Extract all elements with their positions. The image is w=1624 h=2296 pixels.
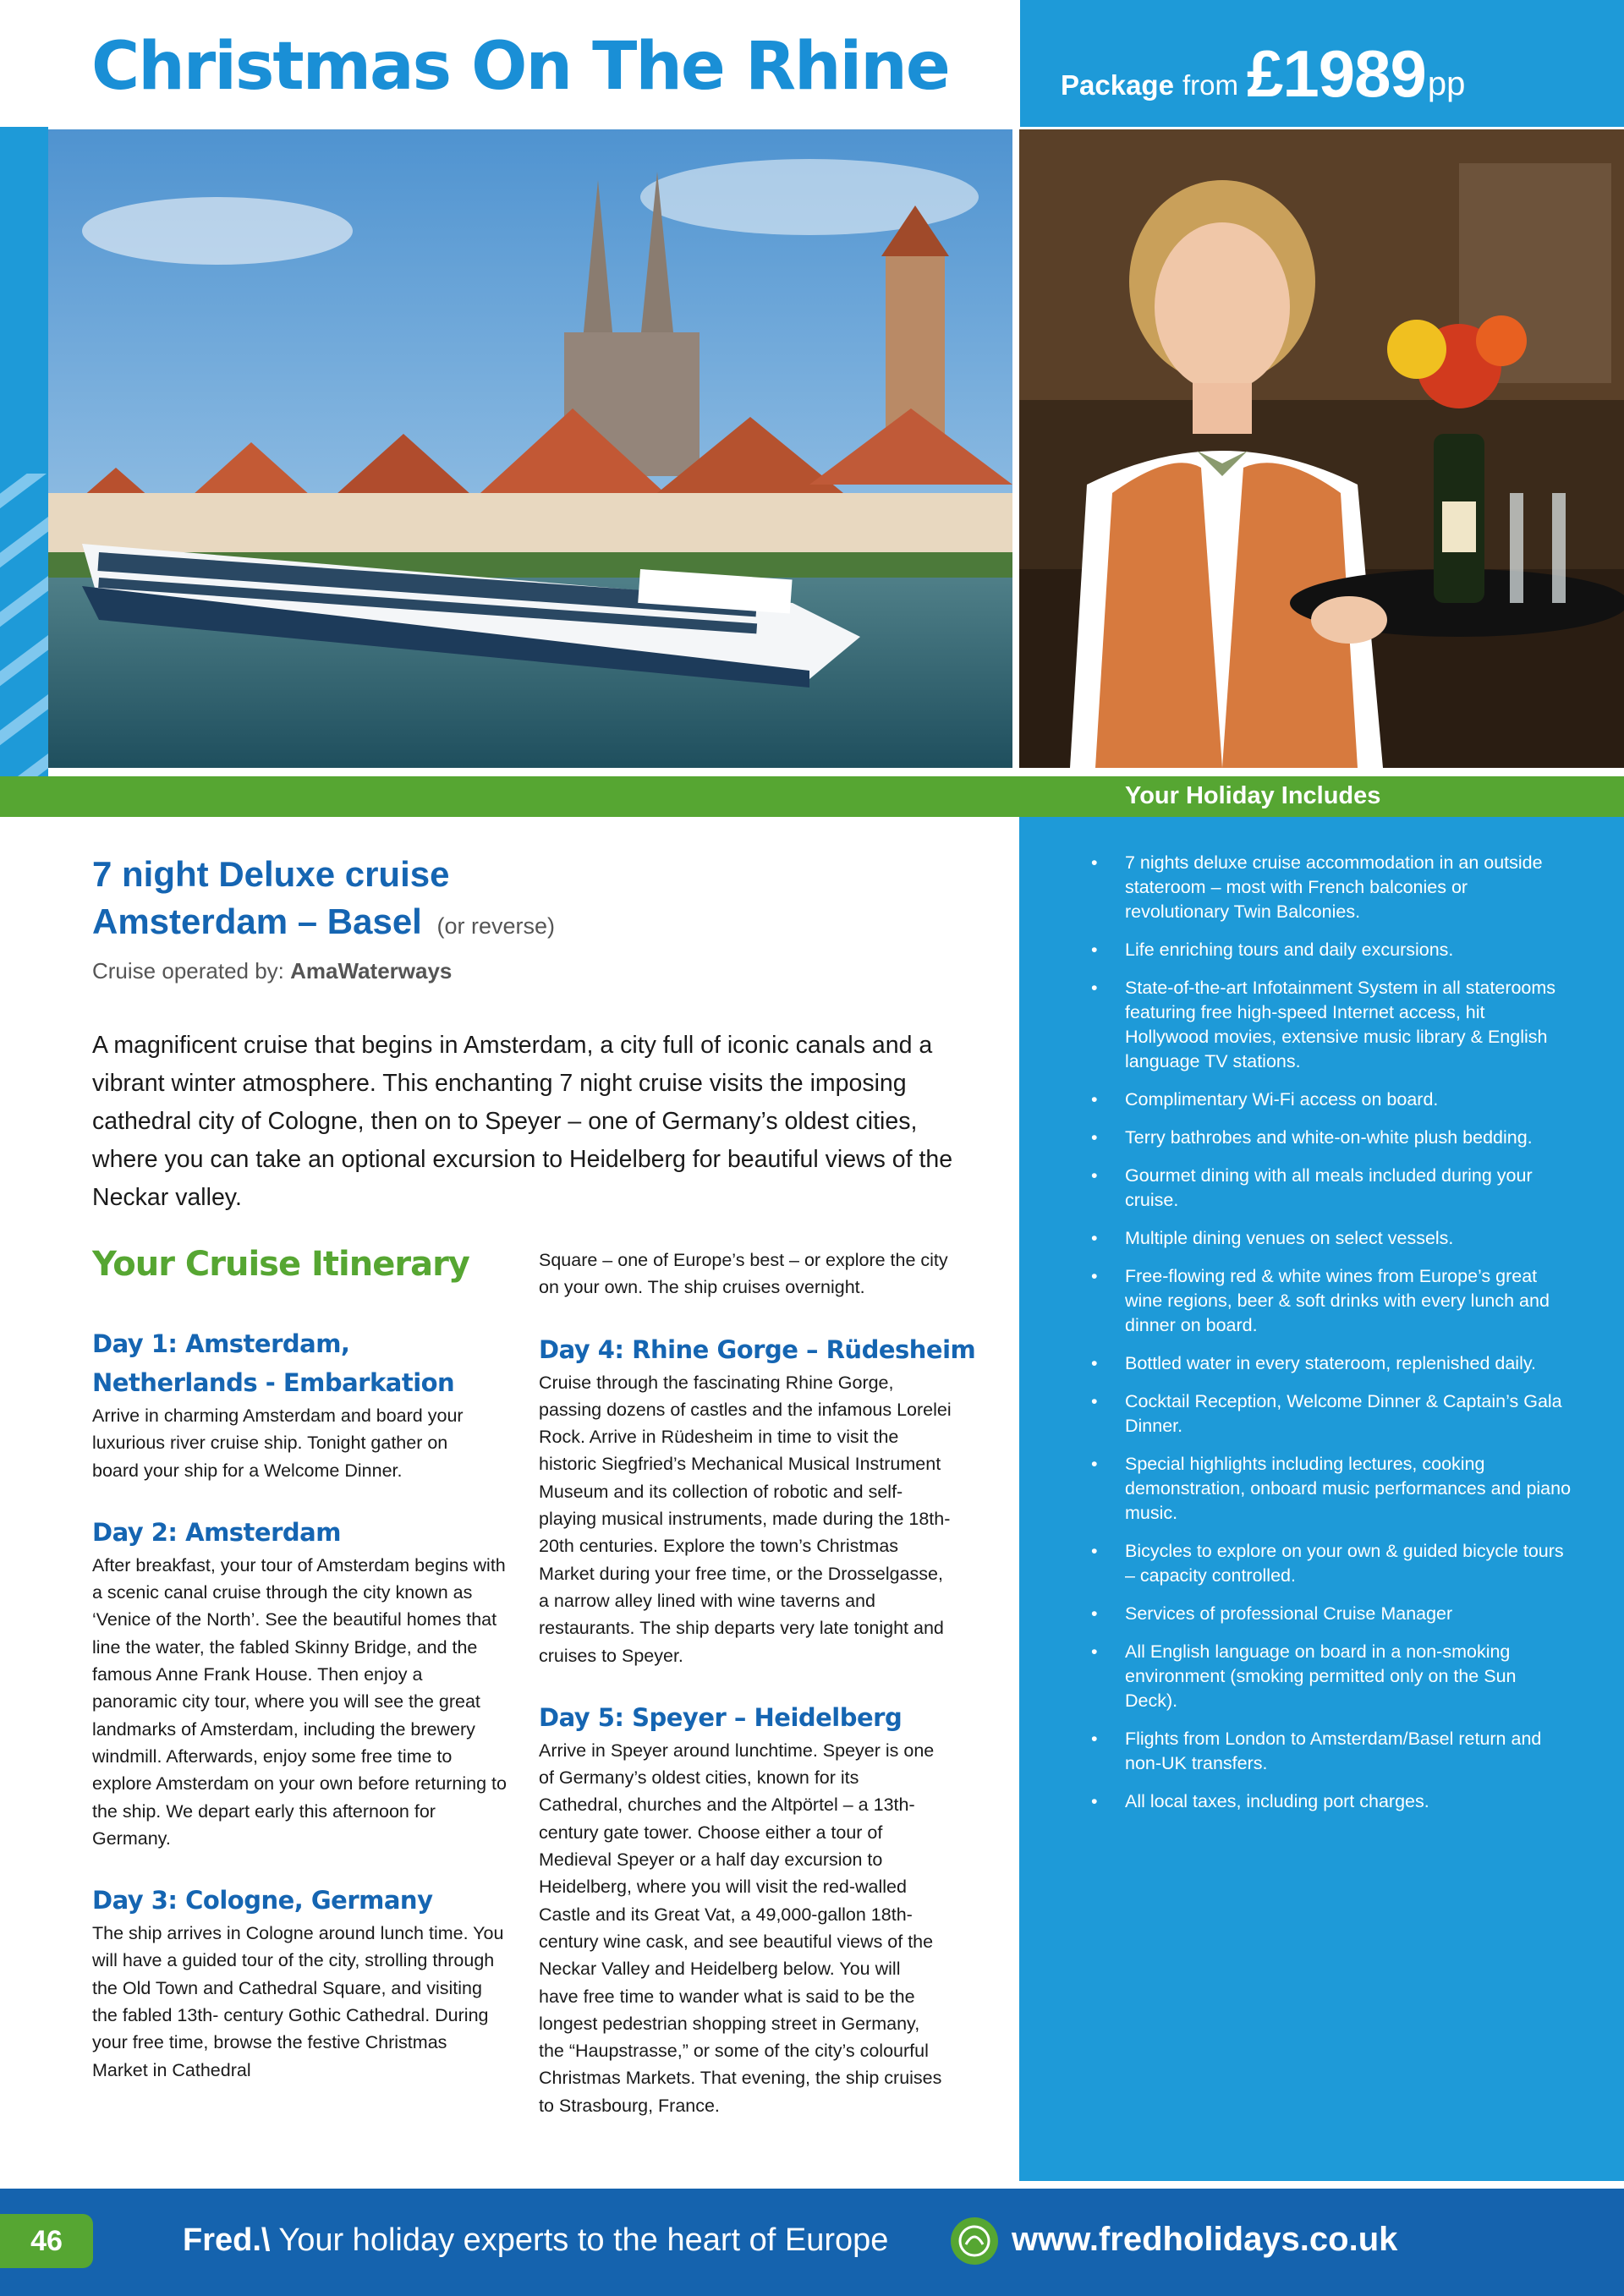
itinerary-column-left [92,1324,532,2112]
page-number: 46 [0,2214,93,2268]
includes-item: • Free-flowing red & white wines from Europe’s great wine regions, beer & soft drinks with every lunch and dinner on board. [1091,1264,1573,1338]
itinerary-column-right [539,1247,979,2148]
includes-item: • Gourmet dining with all meals included during your cruise. [1091,1164,1573,1213]
page-title: Christmas On The Rhine [91,29,949,105]
day-5-text: Arrive in Speyer around lunchtime. Speyer is one of Germany’s oldest cities, known for its Cathedral, churches and the Altpörtel – a 13th-century gate tower. Choose either a tour of Medieval Speyer or a half day excursion to Heidelberg, where you will visit the red-walled Castle and its Great Vat, a 49,000-gallon 18th-century wine cask, and see beautiful views of the Neckar Valley and Heidelberg below. You will have free time to wander what is said to be the longest pedestrian shopping street in Germany, the “Haupstrasse,” or some of the city’s colourful Christmas Markets. That evening, the ship cruises to Strasbourg, France. [539,1740,942,2116]
includes-item: • Life enriching tours and daily excursions. [1091,938,1573,962]
day-3-text: The ship arrives in Cologne around lunch time. You will have a guided tour of the city, strolling through the Old Town and Cathedral Square, and visiting the fabled 13th- century Gothic Cathedral. During your free time, browse the festive Christmas Market in Cathedral [92,1923,504,2080]
cruise-route: Amsterdam – Basel [92,901,422,941]
includes-item: • Bottled water in every stateroom, replenished daily. [1091,1351,1573,1376]
price-package-label: Package [1061,69,1174,101]
cruise-reverse-note: (or reverse) [436,913,556,939]
footer-tagline [183,2222,888,2259]
day-2-text: After breakfast, your tour of Amsterdam begins with a scenic canal cruise through the city known as ‘Venice of the North’. See the beautiful homes that line the water, the fabled Skinny Bridge, and the famous Anne Frank House. Then enjoy a panoramic city tour, where you will see the great landmarks of Amsterdam, including the brewery windmill. Afterwards, enjoy some free time to explore Amsterdam on your own before returning to the ship. We depart early this afternoon for Germany. [92,1554,507,1849]
operator-label: Cruise operated by: [92,958,284,984]
footer-tagline-text: Your holiday experts to the heart of Europe [278,2222,889,2258]
price-amount: £1989 [1246,36,1426,111]
price-box [1020,0,1624,127]
web-logo-icon [951,2217,998,2265]
includes-item: • Flights from London to Amsterdam/Basel return and non-UK transfers. [1091,1727,1573,1776]
includes-item: • State-of-the-art Infotainment System in all staterooms featuring free high-speed Internet access, hit Hollywood movies, extensive music library & English language TV stations. [1091,976,1573,1074]
includes-item: • Cocktail Reception, Welcome Dinner & Captain’s Gala Dinner. [1091,1389,1573,1438]
includes-item: • Complimentary Wi-Fi access on board. [1091,1088,1573,1112]
itinerary-title: Your Cruise Itinerary [92,1245,469,1284]
includes-item: • Bicycles to explore on your own & guided bicycle tours – capacity controlled. [1091,1539,1573,1588]
footer-brand: Fred.\ [183,2222,271,2258]
day-4-text: Cruise through the fascinating Rhine Gorge, passing dozens of castles and the infamous Lorelei Rock. Arrive in Rüdesheim in time to visit the historic Siegfried’s Mechanical Musical Instrument Museum and its collection of robotic and self-playing musical instruments, made during the 18th-20th centuries. Explore the town’s Christmas Market during your free time, or the Drosselgasse, a narrow alley lined with wine taverns and restaurants. The ship departs very late tonight and cruises to Speyer. [539,1372,952,1666]
includes-list [1091,851,1573,1827]
price-from-label: from [1182,69,1238,101]
includes-item: • Services of professional Cruise Manager [1091,1602,1573,1626]
includes-item: • Terry bathrobes and white-on-white plush bedding. [1091,1126,1573,1150]
includes-title: Your Holiday Includes [1125,782,1381,809]
day-4-heading: Day 4: Rhine Gorge – Rüdesheim [539,1334,976,1364]
price-suffix: pp [1427,65,1466,102]
includes-item: • 7 nights deluxe cruise accommodation in an outside stateroom – most with French balconies or revolutionary Twin Balconies. [1091,851,1573,924]
footer-website-link[interactable]: www.fredholidays.co.uk [1012,2221,1398,2258]
day-2-heading: Day 2: Amsterdam [92,1517,341,1547]
day-3-text-continued: Square – one of Europe’s best – or explore the city on your own. The ship cruises overnight. [539,1250,948,1298]
includes-item: • Multiple dining venues on select vessels. [1091,1226,1573,1251]
cruise-intro: A magnificent cruise that begins in Amsterdam, a city full of iconic canals and a vibrant winter atmosphere. This enchanting 7 night cruise visits the imposing cathedral city of Cologne, then on to Speyer – one of Germany’s oldest cities, where you can take an optional excursion to Heidelberg for beautiful views of the Neckar valley. [92,1032,953,1211]
operator-name: AmaWaterways [290,958,453,984]
cruise-title-line2 [92,901,555,942]
day-1-heading: Day 1: Amsterdam, Netherlands - Embarkation [92,1329,455,1397]
river-cruise-ship-photo [48,129,1012,768]
waitress-with-champagne-photo [1019,129,1624,768]
cruise-operator-line [92,958,452,984]
includes-item: • Special highlights including lectures, cooking demonstration, onboard music performances and piano music. [1091,1452,1573,1526]
day-3-heading: Day 3: Cologne, Germany [92,1886,433,1915]
includes-item: • All English language on board in a non-smoking environment (smoking permitted only on the Sun Deck). [1091,1640,1573,1713]
includes-item: • All local taxes, including port charges. [1091,1789,1573,1814]
cruise-title-line1: 7 night Deluxe cruise [92,854,450,894]
day-1-text: Arrive in charming Amsterdam and board your luxurious river cruise ship. Tonight gather on board your ship for a Welcome Dinner. [92,1406,464,1481]
day-5-heading: Day 5: Speyer – Heidelberg [539,1702,903,1732]
left-stripe-pattern [0,474,48,778]
